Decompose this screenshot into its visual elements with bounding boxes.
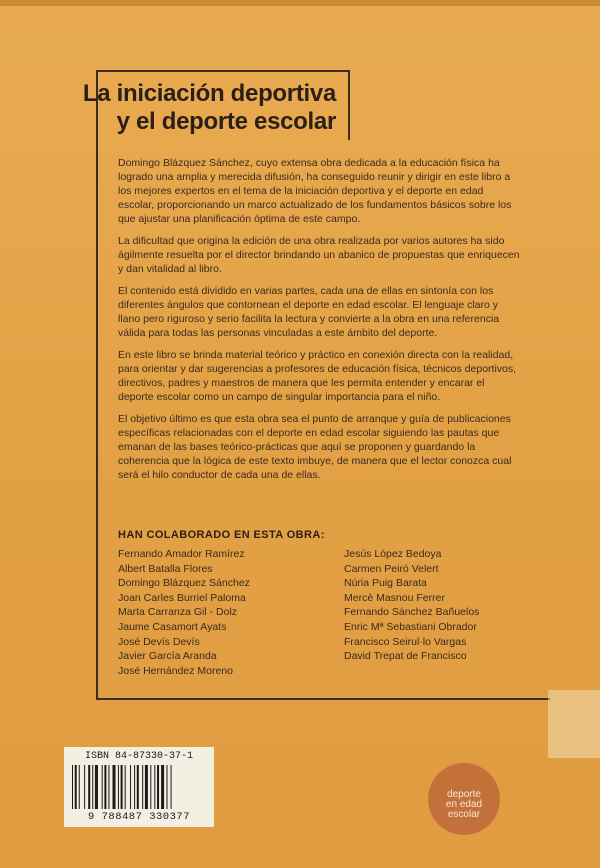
collaborator-name: José Devís Devís <box>118 635 200 648</box>
collaborator-name: Carmen Peiró Velert <box>344 562 439 575</box>
collaborator-name: Jaume Casamort Ayats <box>118 620 227 633</box>
series-logo-text <box>428 790 500 820</box>
barcode-stripe <box>137 765 139 809</box>
barcode-stripe <box>108 765 109 809</box>
barcode-stripe <box>157 765 159 809</box>
collaborator-name: Francisco Seirul·lo Vargas <box>344 635 467 648</box>
collaborator-name: Núria Puig Barata <box>344 577 427 590</box>
series-logo <box>428 763 500 835</box>
book-title <box>36 80 336 136</box>
collaborators-list-right <box>344 547 544 664</box>
blurb <box>118 156 520 490</box>
barcode-stripe <box>145 765 148 809</box>
barcode-stripe <box>104 765 106 809</box>
collaborator-name: José Hernández Moreno <box>118 664 233 677</box>
barcode-stripe <box>130 765 131 809</box>
barcode-stripe <box>95 765 98 809</box>
barcode-bars <box>72 765 206 809</box>
barcode-stripe <box>154 765 155 809</box>
collaborator-name: Joan Carles Burriel Paloma <box>118 591 246 604</box>
barcode-stripe <box>134 765 135 809</box>
title-line-2: y el deporte escolar <box>116 108 336 135</box>
collaborators-heading: HAN COLABORADO EN ESTA OBRA: <box>118 529 325 541</box>
frame-line-left <box>96 70 98 700</box>
collaborator-name: Fernando Sánchez Bañuelos <box>344 606 480 619</box>
top-edge <box>0 0 600 6</box>
barcode-stripe <box>72 765 73 809</box>
barcode-stripe <box>121 765 123 809</box>
blurb-paragraph: Domingo Blázquez Sánchez, cuyo extensa obra dedicada a la educación física ha logrado una amplia y merecida difusión, ha conseguido reunir y dirigir en este libro a los mejores expertos en el tema de la iniciación deportiva y el deporte en edad escolar, proporcionando un marco actualizado de los fundamentos básicos sobre los que ajustar una planificación óptima de este campo. <box>118 157 512 225</box>
isbn-number: ISBN 84-87330-37-1 <box>84 751 194 762</box>
collaborator-name: Javier García Aranda <box>118 650 217 663</box>
barcode-stripe <box>167 765 168 809</box>
collaborator-name: Domingo Blázquez Sánchez <box>118 577 250 590</box>
collaborator-name: Jesús López Bedoya <box>344 548 442 560</box>
logo-line-1: deporte <box>447 789 481 800</box>
frame-line-right <box>348 70 350 140</box>
library-tape-label <box>548 690 600 758</box>
collaborator-name: Fernando Amador Ramírez <box>118 548 245 560</box>
collaborator-name: Marta Carranza Gil - Dolz <box>118 606 238 619</box>
barcode-stripe <box>92 765 93 809</box>
collaborator-name: Mercè Masnou Ferrer <box>344 591 445 604</box>
barcode-label <box>64 747 214 827</box>
barcode-stripe <box>79 765 80 809</box>
barcode-stripe <box>102 765 103 809</box>
frame-line-top <box>96 70 350 72</box>
blurb-paragraph: La dificultad que origina la edición de una obra realizada por varios autores ha sido ágilmente resuelta por el director brindando un abanico de propuestas que enriquecen y dan vitalidad al libro. <box>118 235 520 275</box>
collaborators-list-left <box>118 547 328 678</box>
barcode-stripe <box>88 765 90 809</box>
barcode-stripe <box>118 765 119 809</box>
collaborator-name: Albert Batalla Flores <box>118 562 213 575</box>
logo-line-3: escolar <box>447 809 481 820</box>
title-line-1: La iniciación deportiva <box>82 80 336 107</box>
collaborator-name: Enric Mª Sebastiani Obrador <box>344 620 477 633</box>
barcode-stripe <box>171 765 172 809</box>
barcode-stripe <box>161 765 164 809</box>
barcode-stripe <box>75 765 77 809</box>
barcode-stripe <box>150 765 151 809</box>
barcode-stripe <box>84 765 85 809</box>
collaborator-name: David Trepat de Francisco <box>344 650 467 663</box>
barcode-stripe <box>142 765 143 809</box>
barcode-stripe <box>113 765 116 809</box>
blurb-paragraph: En este libro se brinda material teórico y práctico en conexión directa con la realidad, para orientar y dar sugerencias a profesores de educación física, técnicos deportivos, directivos, padres y maestros de manera que les permita entender y encarar el deporte escolar como un campo de singular importancia para el niño. <box>118 349 517 403</box>
barcode-stripe <box>125 765 126 809</box>
blurb-paragraph: El objetivo último es que esta obra sea el punto de arranque y guía de publicaciones específicas relacionadas con el deporte en edad escolar siguiendo las pautas que emanan de las bases teórico-prácticas que aquí se proponen y guardando la coherencia que la lógica de este texto imbuye, de manera que el lector conozca cual será el hilo conductor de cada una de ellas. <box>118 413 512 481</box>
logo-line-2: en edad <box>445 799 483 810</box>
blurb-paragraph: El contenido está dividido en varias partes, cada una de ellas en sintonía con los diferentes ángulos que contornean el deporte en edad escolar. El lenguaje claro y llano pero riguroso y serio facilita la lectura y convierte a la obra en una referencia válida para todas las personas vinculadas a este ámbito del deporte. <box>118 285 500 339</box>
barcode-digits: 9 788487 330377 <box>87 811 190 823</box>
frame-line-bottom <box>96 698 550 700</box>
